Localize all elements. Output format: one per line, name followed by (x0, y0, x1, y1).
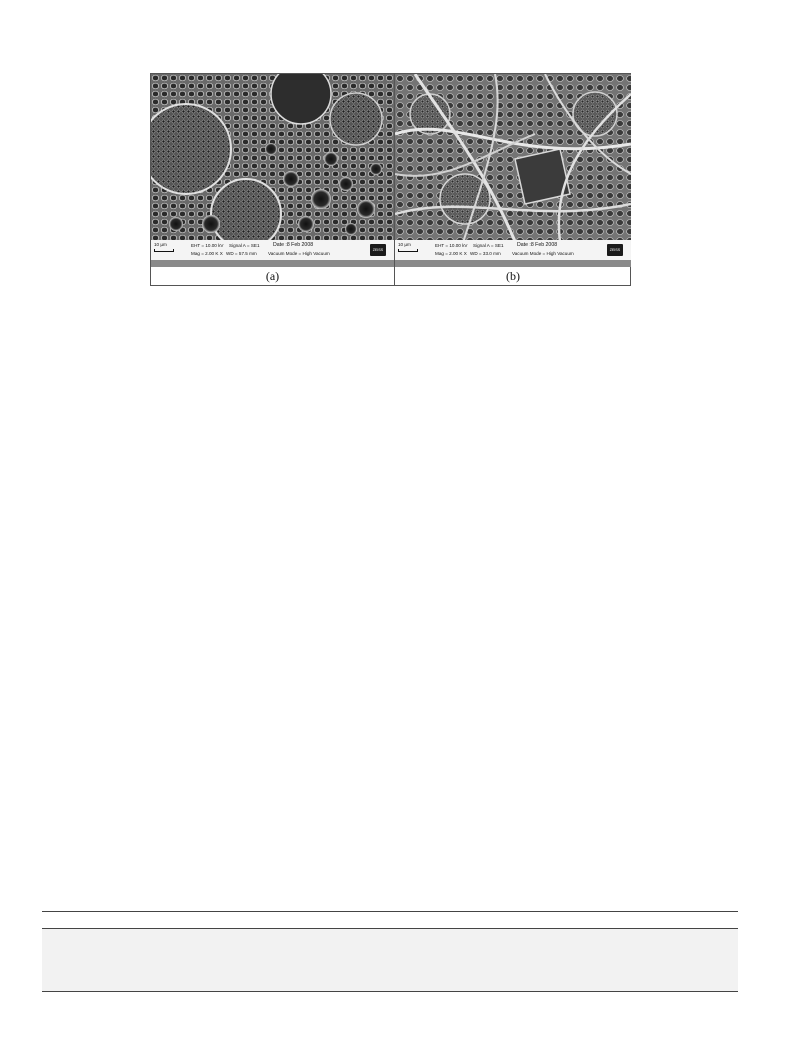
date-label: Date :8 Feb 2008 (273, 242, 314, 248)
eht-label: EHT = 10.00 kV (435, 243, 468, 248)
footer-top-rule (42, 911, 738, 912)
sem-micrograph-b (395, 74, 631, 267)
signal-label: Signal A = SE1 (473, 243, 504, 248)
footer-bottom-rule (42, 991, 738, 992)
zeiss-logo: ZEISS (370, 244, 386, 256)
sem-panel-b (395, 74, 631, 286)
vacuum-label: Vacuum Mode = High Vacuum (268, 251, 330, 256)
scale-bar (154, 249, 174, 252)
date-label: Date :8 Feb 2008 (517, 242, 558, 248)
mag-label: Mag = 2.00 K X (191, 251, 223, 256)
vacuum-label: Vacuum Mode = High Vacuum (512, 251, 574, 256)
panel-caption-b: (b) (506, 269, 520, 283)
scale-label: 10 µm (398, 242, 411, 247)
scale-label: 10 µm (154, 242, 167, 247)
sem-figure (150, 73, 631, 286)
footer-area (42, 929, 738, 991)
zeiss-logo: ZEISS (607, 244, 623, 256)
sem-bottom-strip-a (151, 260, 394, 267)
sem-micrograph-a (151, 74, 394, 267)
panel-caption-a: (a) (265, 269, 280, 283)
signal-label: Signal A = SE1 (229, 243, 260, 248)
sem-panel-a (151, 74, 395, 286)
sem-bottom-strip-b (395, 260, 631, 267)
wd-label: WD = 57.5 mm (226, 251, 257, 256)
mag-label: Mag = 2.00 K X (435, 251, 467, 256)
eht-label: EHT = 10.00 kV (191, 243, 224, 248)
scale-bar (398, 249, 418, 252)
footer-mid-rule (42, 928, 738, 929)
wd-label: WD = 33.0 mm (470, 251, 501, 256)
sem-infobar-a (151, 240, 394, 260)
sem-infobar-b (395, 240, 631, 260)
